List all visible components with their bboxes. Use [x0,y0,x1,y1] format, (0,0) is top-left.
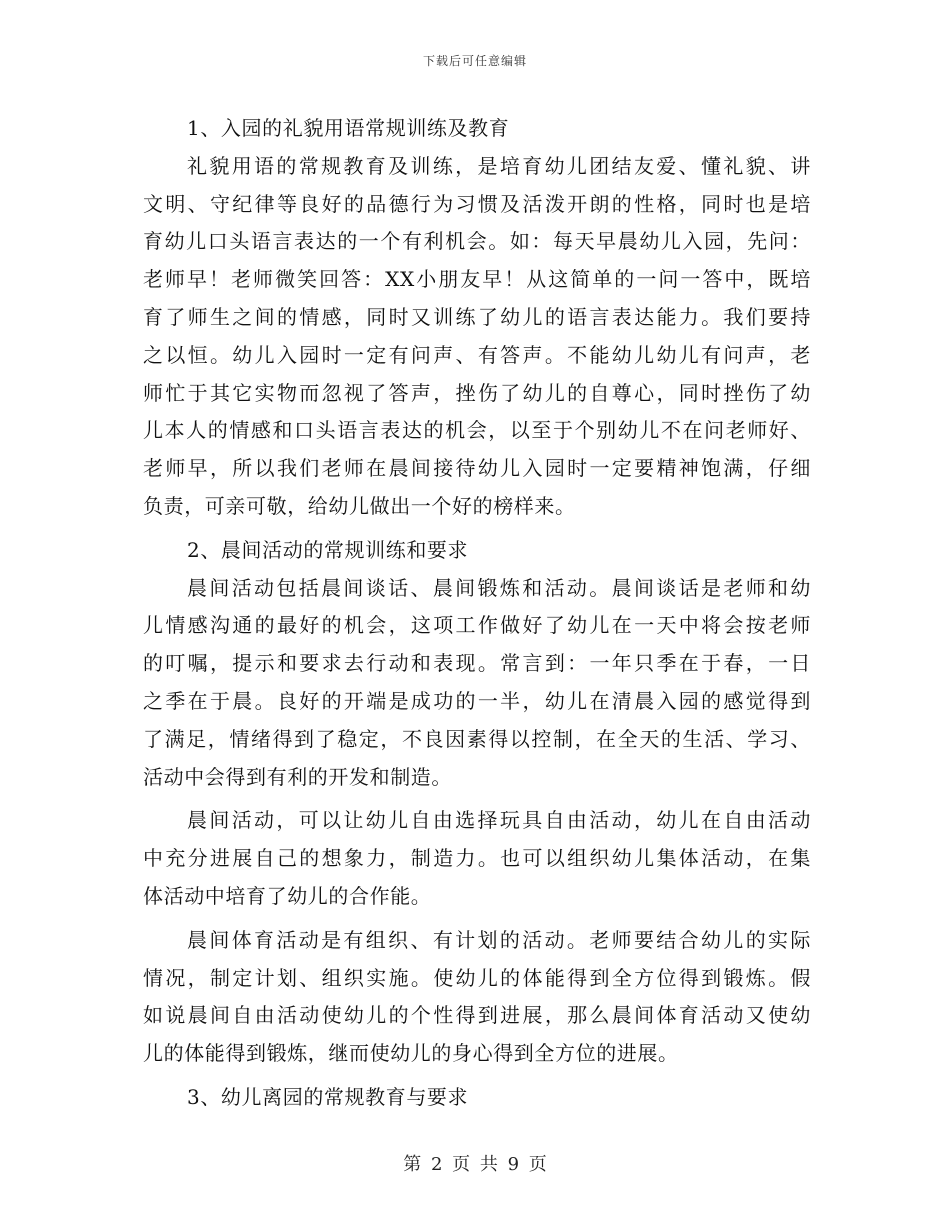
text-line: 之季在于晨。良好的开端是成功的一半，幼儿在清晨入园的感觉得到 [143,688,811,713]
text-line: 老师早，所以我们老师在晨间接待幼儿入园时一定要精神饱满，仔细 [143,456,811,481]
paragraph [143,570,811,797]
text-line: 晨间活动，可以让幼儿自由选择玩具自由活动，幼儿在自由活动 [187,808,811,833]
text-line: 体活动中培育了幼儿的合作能。 [143,883,432,908]
paragraph [143,922,811,1073]
text-line: 如说晨间自由活动使幼儿的个性得到进展，那么晨间体育活动又使幼 [143,1003,811,1028]
text-line: 晨间活动包括晨间谈话、晨间锻炼和活动。晨间谈话是老师和幼 [187,575,811,600]
text-line: 儿本人的情感和口头语言表达的机会，以至于个别幼儿不在问老师好、 [143,418,811,443]
text-line: 育幼儿口头语言表达的一个有利机会。如：每天早晨幼儿入园，先问： [143,229,811,254]
text-line: 师忙于其它实物而忽视了答声，挫伤了幼儿的自尊心，同时挫伤了幼 [143,380,811,405]
text-line: 老师早！老师微笑回答：XX小朋友早！从这简单的一问一答中，既培 [143,267,811,292]
text-line: 负责，可亲可敬，给幼儿做出一个好的榜样来。 [143,493,576,518]
document-body [143,110,811,1117]
text-line: 礼貌用语的常规教育及训练，是培育幼儿团结友爱、懂礼貌、讲 [187,153,811,178]
text-line: 了满足，情绪得到了稳定，不良因素得以控制，在全天的生活、学习、 [143,726,811,751]
text-line: 育了师生之间的情感，同时又训练了幼儿的语言表达能力。我们要持 [143,304,811,329]
text-line: 情况，制定计划、组织实施。使幼儿的体能得到全方位得到锻炼。假 [143,965,811,990]
text-line: 的叮嘱，提示和要求去行动和表现。常言到：一年只季在于春，一日 [143,651,811,676]
text-line: 儿的体能得到锻炼，继而使幼儿的身心得到全方位的进展。 [143,1041,679,1066]
page-header: 下载后可任意编辑 [422,54,527,68]
section-heading: 1、入园的礼貌用语常规训练及教育 [187,116,510,140]
text-line: 之以恒。幼儿入园时一定有问声、有答声。不能幼儿幼儿有问声，老 [143,342,811,367]
section-heading: 3、幼儿离园的常规教育与要求 [187,1084,469,1109]
section-heading: 2、晨间活动的常规训练和要求 [187,537,469,562]
paragraph [143,148,811,526]
page-number: 第 2 页 共 9 页 [403,1154,547,1175]
text-line: 活动中会得到有利的开发和制造。 [143,764,452,789]
text-line: 晨间体育活动是有组织、有计划的活动。老师要结合幼儿的实际 [187,927,811,952]
paragraph [143,802,811,915]
text-line: 中充分进展自己的想象力，制造力。也可以组织幼儿集体活动，在集 [143,846,811,871]
text-line: 文明、守纪律等良好的品德行为习惯及活泼开朗的性格，同时也是培 [143,191,811,216]
text-line: 儿情感沟通的最好的机会，这项工作做好了幼儿在一天中将会按老师 [143,613,811,638]
